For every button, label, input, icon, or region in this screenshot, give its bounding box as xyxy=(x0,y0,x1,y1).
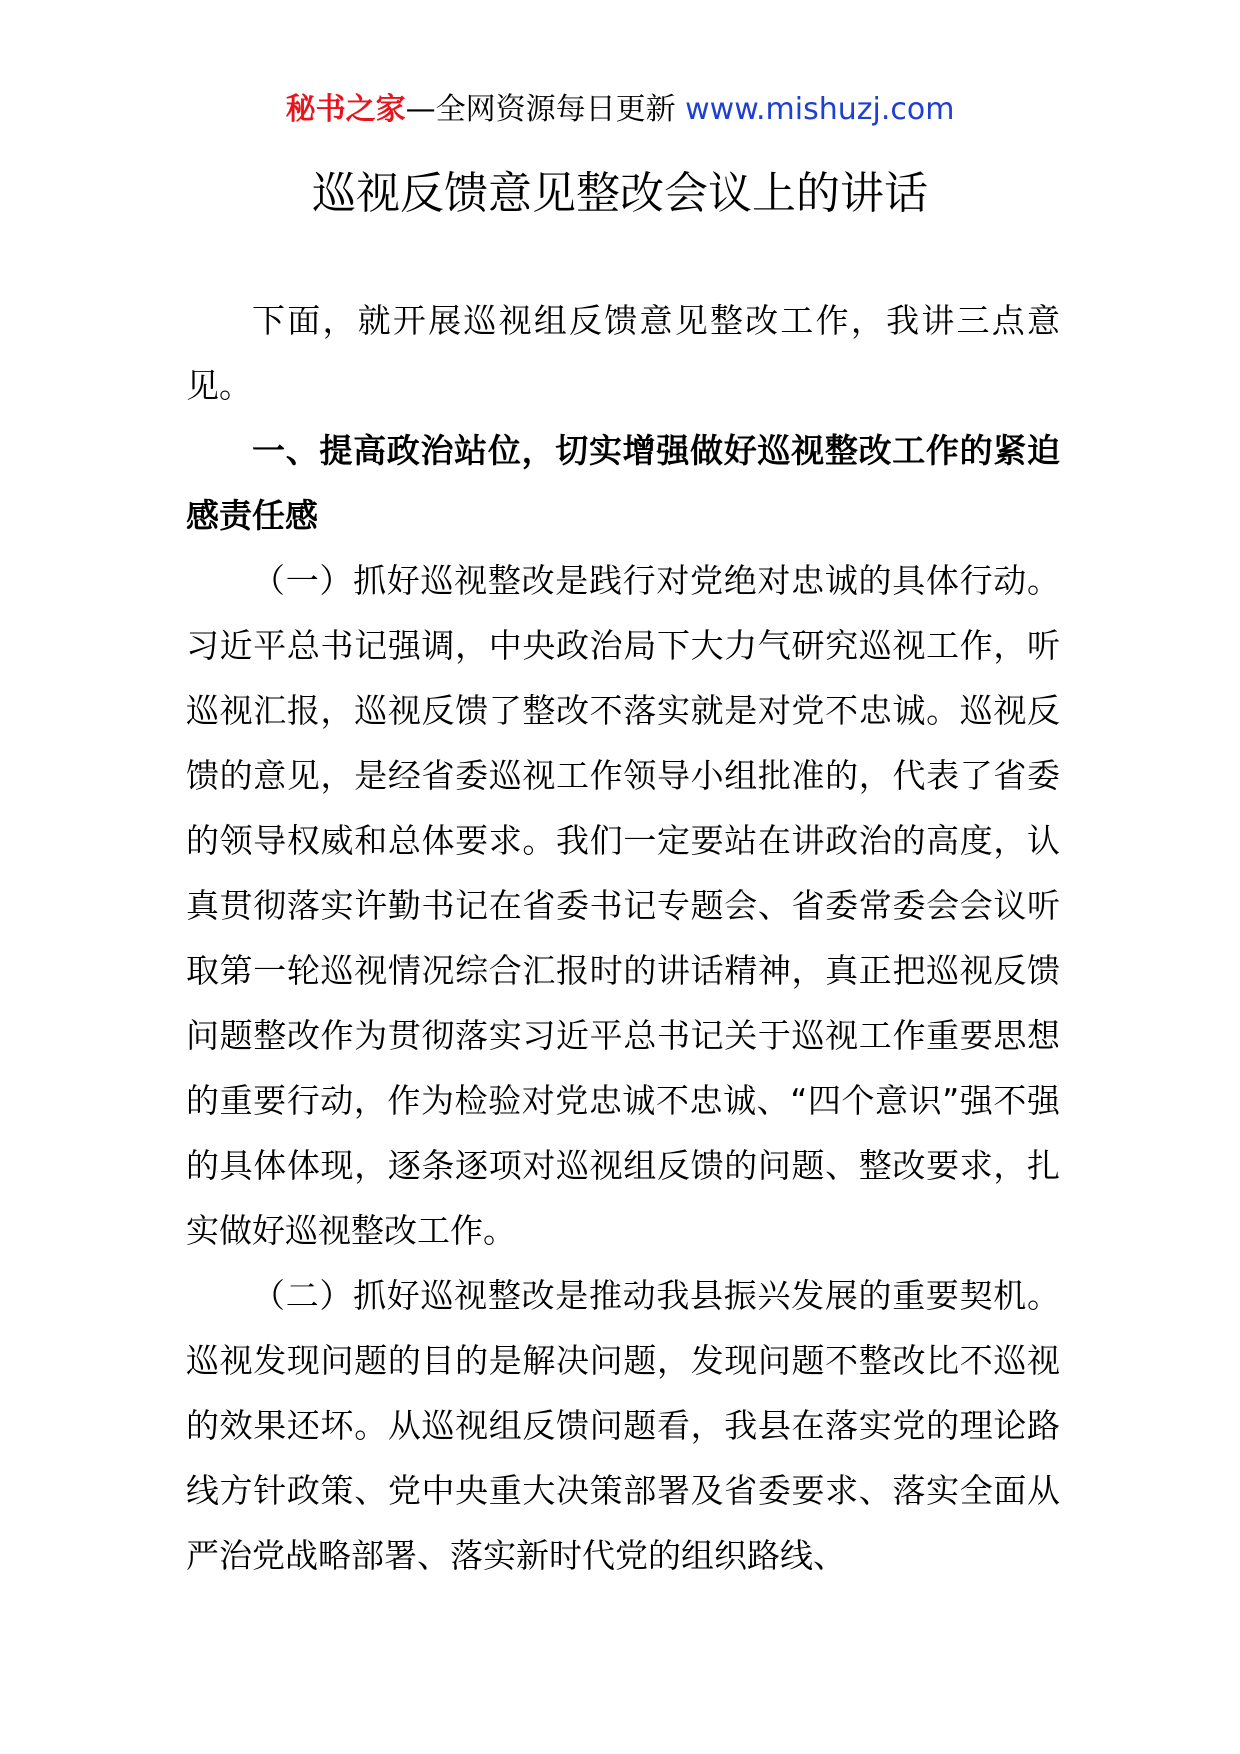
intro-paragraph: 下面，就开展巡视组反馈意见整改工作，我讲三点意见。 xyxy=(186,301,1060,405)
paragraph-subsection-1: （一）抓好巡视整改是践行对党绝对忠诚的具体行动。习近平总书记强调，中央政治局下大力气研究巡视工作，听巡视汇报，巡视反馈了整改不落实就是对党不忠诚。巡视反馈的意见，是经省委巡视工作领导小组批准的，代表了省委的领导权威和总体要求。我们一定要站在讲政治的高度，认真贯彻落实许勤书记在省委书记专题会、省委常委会会议听取第一轮巡视情况综合汇报时的讲话精神，真正把巡视反馈问题整改作为贯彻落实习近平总书记关于巡视工作重要思想的重要行动，作为检验对党忠诚不忠诚、“四个意识”强不强的具体体现，逐条逐项对巡视组反馈的问题、整改要求，扎实做好巡视整改工作。 xyxy=(186,561,1060,1250)
site-header xyxy=(0,88,1240,132)
section-heading-1: 一、提高政治站位，切实增强做好巡视整改工作的紧迫感责任感 xyxy=(186,431,1060,535)
site-tagline: —全网资源每日更新 xyxy=(405,92,686,127)
site-url-link[interactable]: www.mishuzj.com xyxy=(685,92,955,127)
paragraph-subsection-2: （二）抓好巡视整改是推动我县振兴发展的重要契机。巡视发现问题的目的是解决问题，发现问题不整改比不巡视的效果还坏。从巡视组反馈问题看，我县在落实党的理论路线方针政策、党中央重大决策部署及省委要求、落实全面从严治党战略部署、落实新时代党的组织路线、 xyxy=(186,1276,1060,1575)
document-title: 巡视反馈意见整改会议上的讲话 xyxy=(312,168,928,219)
document-body xyxy=(186,288,1060,1588)
site-brand: 秘书之家 xyxy=(285,92,406,127)
